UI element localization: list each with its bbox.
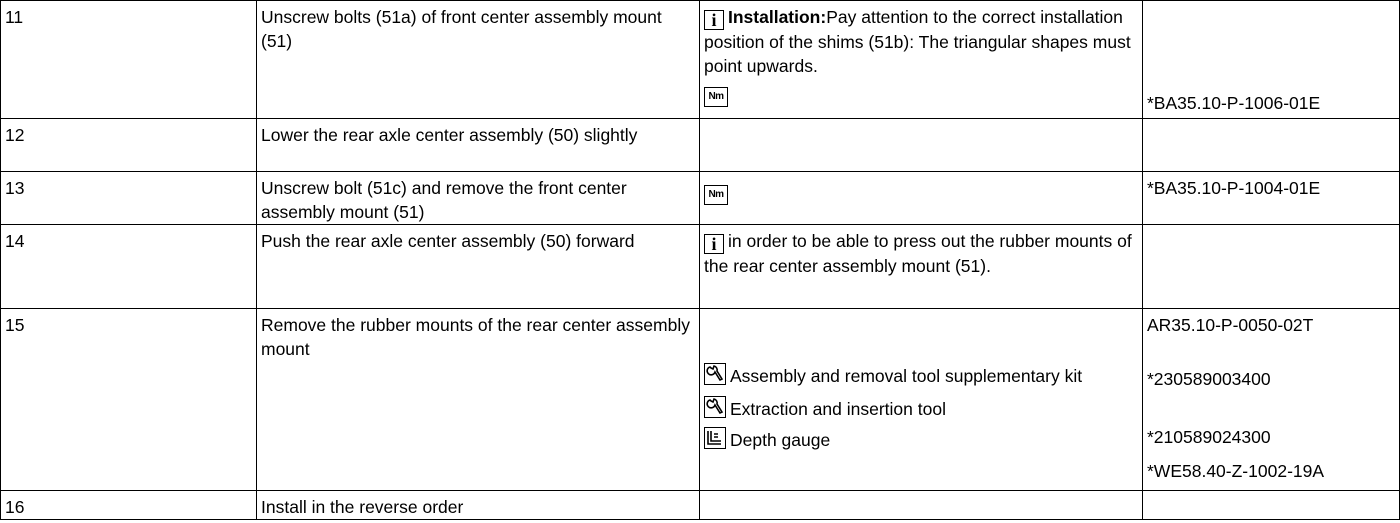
step-number: 15	[1, 309, 257, 491]
note-text: Pay attention to the correct installation position of the shims (51b): The triangular shapes must point upwards.	[704, 7, 1131, 76]
step-number: 11	[1, 1, 257, 119]
step-number: 14	[1, 225, 257, 309]
note-label: Installation:	[728, 7, 827, 27]
table-row	[1, 1, 1400, 119]
step-reference	[1143, 309, 1400, 491]
torque-icon: Nm	[704, 185, 728, 205]
tool-label: Extraction and insertion tool	[730, 399, 946, 419]
step-action: Unscrew bolt (51c) and remove the front center assembly mount (51)	[257, 172, 700, 225]
tool-item	[704, 396, 1138, 421]
tool-reference[interactable]: *WE58.40-Z-1002-19A	[1147, 461, 1325, 481]
table-row	[1, 309, 1400, 491]
step-tools	[700, 309, 1143, 491]
tool-reference[interactable]: *230589003400	[1147, 369, 1271, 389]
info-icon: i	[704, 234, 724, 254]
step-number: 13	[1, 172, 257, 225]
step-number: 16	[1, 491, 257, 520]
step-reference	[1143, 172, 1400, 225]
step-notes	[700, 172, 1143, 225]
tool-item	[704, 363, 1138, 388]
table-row	[1, 119, 1400, 172]
step-action: Push the rear axle center assembly (50) forward	[257, 225, 700, 309]
step-action: Lower the rear axle center assembly (50) slightly	[257, 119, 700, 172]
step-notes	[700, 225, 1143, 309]
tool-icon	[704, 363, 726, 385]
table-row	[1, 172, 1400, 225]
reference-link[interactable]: *BA35.10-P-1006-01E	[1147, 93, 1321, 113]
torque-icon: Nm	[704, 87, 728, 107]
step-action: Remove the rubber mounts of the rear center assembly mount	[257, 309, 700, 491]
reference-link[interactable]: AR35.10-P-0050-02T	[1147, 315, 1314, 335]
step-number: 12	[1, 119, 257, 172]
tool-label: Depth gauge	[730, 430, 831, 450]
tool-item	[704, 427, 1138, 452]
note-text: in order to be able to press out the rubber mounts of the rear center assembly mount (51).	[704, 231, 1132, 276]
step-notes	[700, 1, 1143, 119]
tool-label: Assembly and removal tool supplementary kit	[730, 366, 1083, 386]
info-icon: i	[704, 10, 724, 30]
tool-icon	[704, 396, 726, 418]
step-action: Unscrew bolts (51a) of front center assembly mount (51)	[257, 1, 700, 119]
table-row	[1, 225, 1400, 309]
table-row	[1, 491, 1400, 520]
depth-gauge-icon	[704, 427, 726, 449]
reference-link[interactable]: *BA35.10-P-1004-01E	[1147, 178, 1321, 198]
tool-reference[interactable]: *210589024300	[1147, 427, 1271, 447]
step-action: Install in the reverse order	[257, 491, 700, 520]
step-reference	[1143, 1, 1400, 119]
